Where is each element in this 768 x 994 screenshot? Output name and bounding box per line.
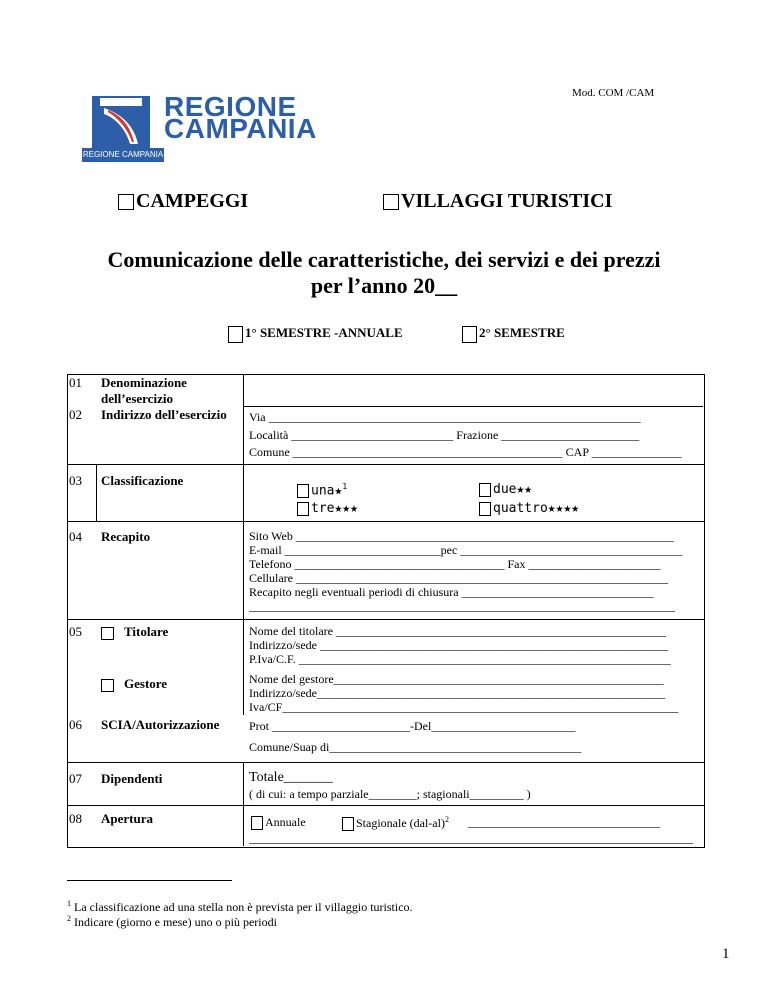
nome-titolare-field[interactable]: Nome del titolare _______________________________________________________ [249,624,666,638]
via-field[interactable]: Via ______________________________________________________________ [249,410,641,424]
divider [67,521,704,522]
prot-del-field[interactable]: Prot _______________________-Del________________________ [249,719,576,733]
option-second-semester[interactable]: 2° SEMESTRE [462,325,565,343]
telefono-fax-field[interactable]: Telefono ___________________________________ Fax ______________________ [249,557,661,571]
divider [67,762,704,763]
divider [67,805,704,806]
localita-field[interactable]: Località ___________________________ Frazione _______________________ [249,428,640,442]
option-quattro-stelle[interactable]: quattro★★★★ [479,501,579,516]
footnote-1: $^1$ La classificazione ad una stella non è prevista per il villaggio turistico. [67,899,413,914]
checkbox-titolare[interactable] [101,627,114,640]
option-due-stelle[interactable]: due★★ [479,482,532,497]
recapito-chiusura-field[interactable]: Recapito negli eventuali periodi di chiusura ________________________________ [249,585,654,599]
divider [243,521,244,619]
label-scia: SCIA/Autorizzazione [101,717,220,732]
option-first-semester[interactable]: 1° SEMESTRE -ANNUALE [228,325,403,343]
logo-strip: REGIONE CAMPANIA [82,148,164,162]
region-emblem-icon [92,96,150,148]
label-recapito: Recapito [101,529,151,544]
row-num-04: 04 [69,529,82,544]
footnote-2: $^2$ Indicare (giorno e mese) uno o più periodi [67,914,277,929]
checkbox-first-semester[interactable] [228,326,243,343]
row-num-02: 02 [69,407,82,422]
label-classificazione: Classificazione [101,473,184,488]
checkbox-campeggi[interactable] [118,194,134,210]
stagionale-period-field[interactable]: ________________________________ [468,815,660,829]
divider [243,619,244,715]
checkbox-villaggi[interactable] [383,194,399,210]
page-title-line2: per l’anno 20__ [310,273,458,298]
row-num-07: 07 [69,771,82,786]
option-gestore[interactable]: Gestore [101,676,167,692]
checkbox-tre[interactable] [297,502,309,516]
checkbox-gestore[interactable] [101,679,114,692]
option-stagionale[interactable]: Stagionale $(dal-al)^2$ [342,815,449,831]
cellulare-field[interactable]: Cellulare ______________________________________________________________ [249,571,668,585]
checkbox-una[interactable] [297,484,309,498]
checkbox-annuale[interactable] [251,816,263,830]
label-apertura: Apertura [101,811,153,826]
checkbox-quattro[interactable] [479,502,491,516]
divider [67,464,704,465]
option-villaggi-turistici[interactable]: VILLAGGI TURISTICI [383,190,612,213]
piva-titolare-field[interactable]: P.Iva/C.F. ______________________________________________________________ [249,652,671,666]
checkbox-second-semester[interactable] [462,326,477,343]
piva-gestore-field[interactable]: Iva/CF__________________________________________________________________ [249,700,679,714]
page-title-line1: Comunicazione delle caratteristiche, dei servizi e dei prezzi [107,247,661,272]
email-pec-field[interactable]: E-mail __________________________pec _____________________________________ [249,543,683,557]
sito-web-field[interactable]: Sito Web _______________________________________________________________ [249,529,674,543]
row-num-08: 08 [69,811,82,826]
option-titolare[interactable]: Titolare [101,624,168,640]
label-indirizzo: Indirizzo dell’esercizio [101,407,227,422]
apertura-blank-line[interactable]: __________________________________________________________________________ [249,831,693,845]
divider [243,374,244,464]
divider [243,464,244,521]
checkbox-stagionale[interactable] [342,817,354,831]
comune-suap-field[interactable]: Comune/Suap di__________________________________________ [249,740,582,754]
checkbox-due[interactable] [479,483,491,497]
option-annuale[interactable]: Annuale [251,815,306,830]
option-una-stella[interactable]: una★$^1$ [297,482,347,498]
totale-field[interactable]: Totale_______ [249,770,333,785]
divider [243,406,703,407]
regione-campania-logo [82,91,322,166]
page-number: 1 [722,946,730,962]
row-num-03: 03 [69,473,82,488]
row-num-05: 05 [69,624,82,639]
label-dipendenti: Dipendenti [101,771,163,786]
nome-gestore-field[interactable]: Nome del gestore_______________________________________________________ [249,672,664,686]
indirizzo-titolare-field[interactable]: Indirizzo/sede __________________________________________________________ [249,638,668,652]
option-tre-stelle[interactable]: tre★★★ [297,501,358,516]
label-denominazione: Denominazione dell’esercizio [101,375,187,406]
divider [243,762,244,805]
dicui-field[interactable]: ( di cui: a tempo parziale________; stagionali_________ ) [249,787,531,801]
option-campeggi[interactable]: CAMPEGGI [118,190,248,213]
model-code: Mod. COM /CAM [572,87,655,99]
divider [243,805,244,846]
logo-wordmark: REGIONE CAMPANIA [164,91,317,144]
divider [96,464,97,521]
row-num-01: 01 [69,375,82,390]
comune-field[interactable]: Comune _____________________________________________ CAP _______________ [249,445,682,459]
footnote-separator [67,880,232,881]
divider [67,619,704,620]
recapito-blank-line[interactable]: _______________________________________________________________________ [249,599,675,613]
indirizzo-gestore-field[interactable]: Indirizzo/sede__________________________________________________________ [249,686,665,700]
row-num-06: 06 [69,717,82,732]
